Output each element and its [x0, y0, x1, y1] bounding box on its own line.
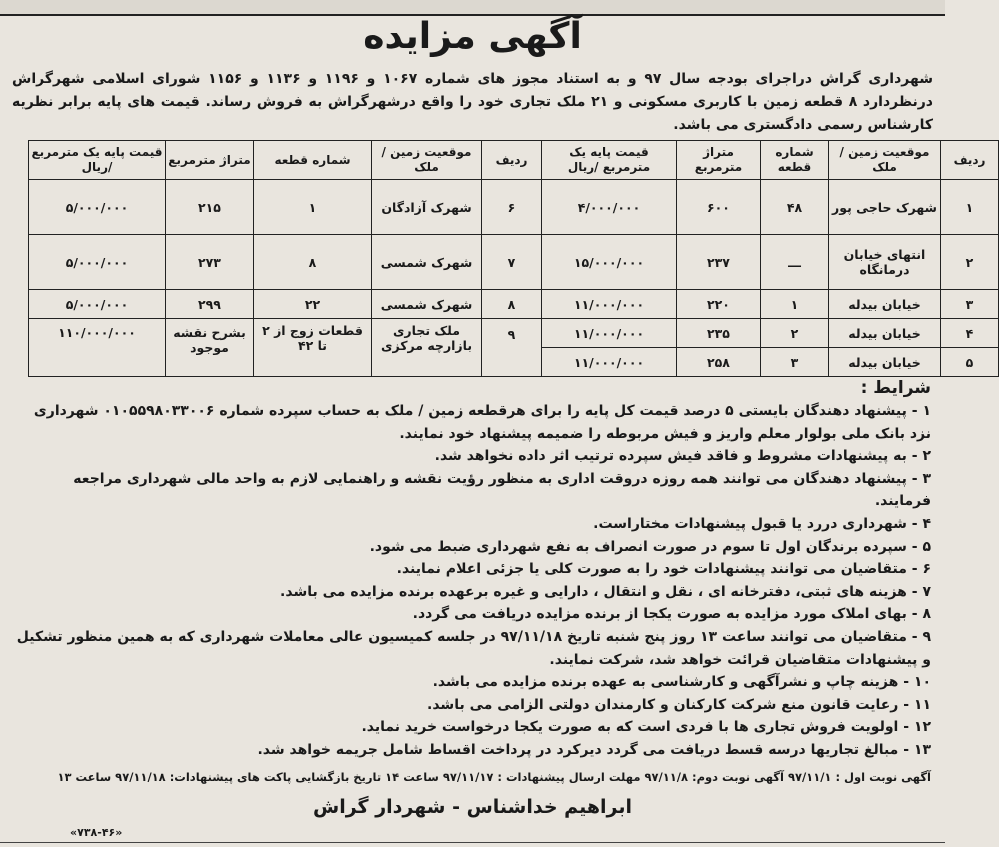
cell-area: ۲۳۵: [677, 319, 761, 348]
condition-item: ۱ - پیشنهاد دهندگان بایستی ۵ درصد قیمت کل پایه را برای هرقطعه زمین / ملک به حساب سپرده شماره ۰۱۰۵۵۹۸۰۳۳۰۰۶ شهرداری نزد بانک ملی بولوار معلم واریز و فیش مربوطه را ضمیمه پیشنهاد خود نمایند.: [33, 403, 931, 442]
cell-base-price: ۱۵/۰۰۰/۰۰۰: [542, 235, 677, 290]
cell-plot-number: ۲۲: [254, 290, 372, 319]
properties-table: [28, 140, 999, 377]
cell-plot-number: ۱: [761, 290, 829, 319]
header-location: موقعیت زمین / ملک: [829, 141, 941, 180]
conditions-list: [14, 400, 931, 762]
cell-plot-number: ۱: [254, 180, 372, 235]
cell-row-number: ۴: [941, 319, 999, 348]
condition-item: ۶ - متقاضیان می توانند پیشنهادات خود را به صورت کلی یا جزئی اعلام نمایند.: [396, 561, 931, 578]
header-base-price: قیمت پایه یک مترمربع /ریال: [29, 141, 166, 180]
header-base-price: قیمت پایه یک مترمربع /ریال: [542, 141, 677, 180]
publication-dates: آگهی نوبت اول : ۹۷/۱۱/۱ آگهی نوبت دوم: ۹۷/۱۱/۸ مهلت ارسال پیشنهادات : ۹۷/۱۱/۱۷ ساعت ۱۴ تاریخ بازگشایی پاکت های پیشنهادات: ۹۷/۱۱/۱۸ ساعت ۱۳: [57, 770, 931, 784]
cell-base-price: ۵/۰۰۰/۰۰۰: [29, 235, 166, 290]
cell-plot-number: ۲: [761, 319, 829, 348]
condition-item: ۹ - متقاضیان می توانند ساعت ۱۳ روز پنج شنبه تاریخ ۹۷/۱۱/۱۸ در جلسه کمیسیون عالی معاملات شهرداری که به همین منظور تشکیل و پیشنهادات متقاضیان قرائت خواهد شد، شرکت نمایند.: [16, 628, 931, 668]
condition-item: ۵ - سپرده برندگان اول تا سوم در صورت انصراف به نفع شهرداری ضبط می شود.: [369, 538, 931, 555]
cell-area: ۲۹۹: [166, 290, 254, 319]
cell-row-number: ۳: [941, 290, 999, 319]
cell-plot-number: قطعات زوج از ۲ تا ۴۲: [254, 319, 372, 377]
cell-location: شهرک آزادگان: [372, 180, 482, 235]
header-area: متراژ مترمربع: [677, 141, 761, 180]
cell-base-price: ۵/۰۰۰/۰۰۰: [29, 180, 166, 235]
header-plot-number: شماره قطعه: [761, 141, 829, 180]
cell-area: ۲۵۸: [677, 348, 761, 377]
cell-row-number: ۷: [482, 235, 542, 290]
cell-row-number: ۸: [482, 290, 542, 319]
cell-plot-number: ۴۸: [761, 180, 829, 235]
cell-location: انتهای خیابان درمانگاه: [829, 235, 941, 290]
cell-base-price: ۱۱/۰۰۰/۰۰۰: [542, 290, 677, 319]
cell-area: ۲۷۳: [166, 235, 254, 290]
top-border-strip: [0, 0, 945, 16]
cell-location: خیابان بیدله: [829, 290, 941, 319]
notice-title: آگهی مزایده: [363, 16, 582, 57]
table-header-row: [29, 141, 999, 180]
table-row: [29, 319, 999, 348]
table-row: [29, 235, 999, 290]
cell-row-number: ۱: [941, 180, 999, 235]
header-plot-number: شماره قطعه: [254, 141, 372, 180]
cell-base-price: ۱۱۰/۰۰۰/۰۰۰: [29, 319, 166, 377]
condition-item: ۱۳ - مبالغ تجاریها درسه قسط دریافت می گردد دیرکرد در پرداخت اقساط شامل جریمه خواهد شد.: [257, 741, 931, 758]
cell-base-price: ۴/۰۰۰/۰۰۰: [542, 180, 677, 235]
header-row-number: ردیف: [482, 141, 542, 180]
condition-item: ۷ - هزینه های ثبتی، دفترخانه ای ، نقل و انتقال ، دارایی و غیره برعهده برنده مزایده می باشد.: [280, 583, 931, 600]
table-row: [29, 290, 999, 319]
cell-area: بشرح نقشه موجود: [166, 319, 254, 377]
cell-base-price: ۱۱/۰۰۰/۰۰۰: [542, 348, 677, 377]
cell-row-number: ۵: [941, 348, 999, 377]
cell-base-price: ۵/۰۰۰/۰۰۰: [29, 290, 166, 319]
bottom-border-strip: [0, 842, 945, 847]
condition-item: ۳ - پیشنهاد دهندگان می توانند همه روزه دروقت اداری به منظور رؤیت نقشه و راهنمایی لازم به واحد مالی شهرداری مراجعه فرمایند.: [73, 470, 931, 510]
cell-row-number: ۶: [482, 180, 542, 235]
condition-item: ۴ - شهرداری دررد یا قبول پیشنهادات مختاراست.: [593, 515, 931, 532]
cell-base-price: ۱۱/۰۰۰/۰۰۰: [542, 319, 677, 348]
condition-item: ۱۱ - رعایت قانون منع شرکت کارکنان و کارمندان دولتی الزامی می باشد.: [427, 696, 931, 713]
conditions-heading: شرایط :: [860, 378, 931, 398]
ad-code: «۷۳۸-۴۶»: [70, 826, 123, 839]
cell-location: ملک تجاری بازارچه مرکزی: [372, 319, 482, 377]
cell-plot-number: ۸: [254, 235, 372, 290]
header-area: متراژ مترمربع: [166, 141, 254, 180]
cell-plot-number: ۳: [761, 348, 829, 377]
condition-item: ۸ - بهای املاک مورد مزایده به صورت یکجا از برنده مزایده دریافت می گردد.: [412, 606, 931, 623]
header-row-number: ردیف: [941, 141, 999, 180]
cell-area: ۲۳۷: [677, 235, 761, 290]
intro-paragraph: شهرداری گراش دراجرای بودجه سال ۹۷ و به استناد مجوز های شماره ۱۰۶۷ و ۱۱۹۶ و ۱۱۳۶ و ۱۱۵۶ شورای اسلامی شهرگراش درنظردارد ۸ قطعه زمین با کاربری مسکونی و ۲۱ ملک تجاری خود را واقع درشهرگراش به فروش رساند. قیمت های پایه برابر نظریه کارشناس رسمی دادگستری می باشد.: [12, 71, 933, 133]
cell-location: شهرک شمسی: [372, 290, 482, 319]
cell-location: شهرک شمسی: [372, 235, 482, 290]
cell-location: شهرک حاجی پور: [829, 180, 941, 235]
cell-row-number: ۹: [482, 319, 542, 377]
table-row: [29, 180, 999, 235]
cell-location: خیابان بیدله: [829, 348, 941, 377]
cell-location: خیابان بیدله: [829, 319, 941, 348]
cell-plot-number: ـــ: [761, 235, 829, 290]
cell-area: ۲۱۵: [166, 180, 254, 235]
condition-item: ۲ - به پیشنهادات مشروط و فاقد فیش سپرده ترتیب اثر داده نخواهد شد.: [434, 448, 931, 465]
mayor-signature: ابراهیم خداشناس - شهردار گراش: [313, 796, 632, 818]
header-location: موقعیت زمین / ملک: [372, 141, 482, 180]
cell-area: ۲۲۰: [677, 290, 761, 319]
cell-area: ۶۰۰: [677, 180, 761, 235]
condition-item: ۱۰ - هزینه چاپ و نشرآگهی و کارشناسی به عهده برنده مزایده می باشد.: [432, 674, 931, 691]
cell-row-number: ۲: [941, 235, 999, 290]
condition-item: ۱۲ - اولویت فروش تجاری ها با فردی است که به صورت یکجا درخواست خرید نماید.: [361, 719, 931, 736]
